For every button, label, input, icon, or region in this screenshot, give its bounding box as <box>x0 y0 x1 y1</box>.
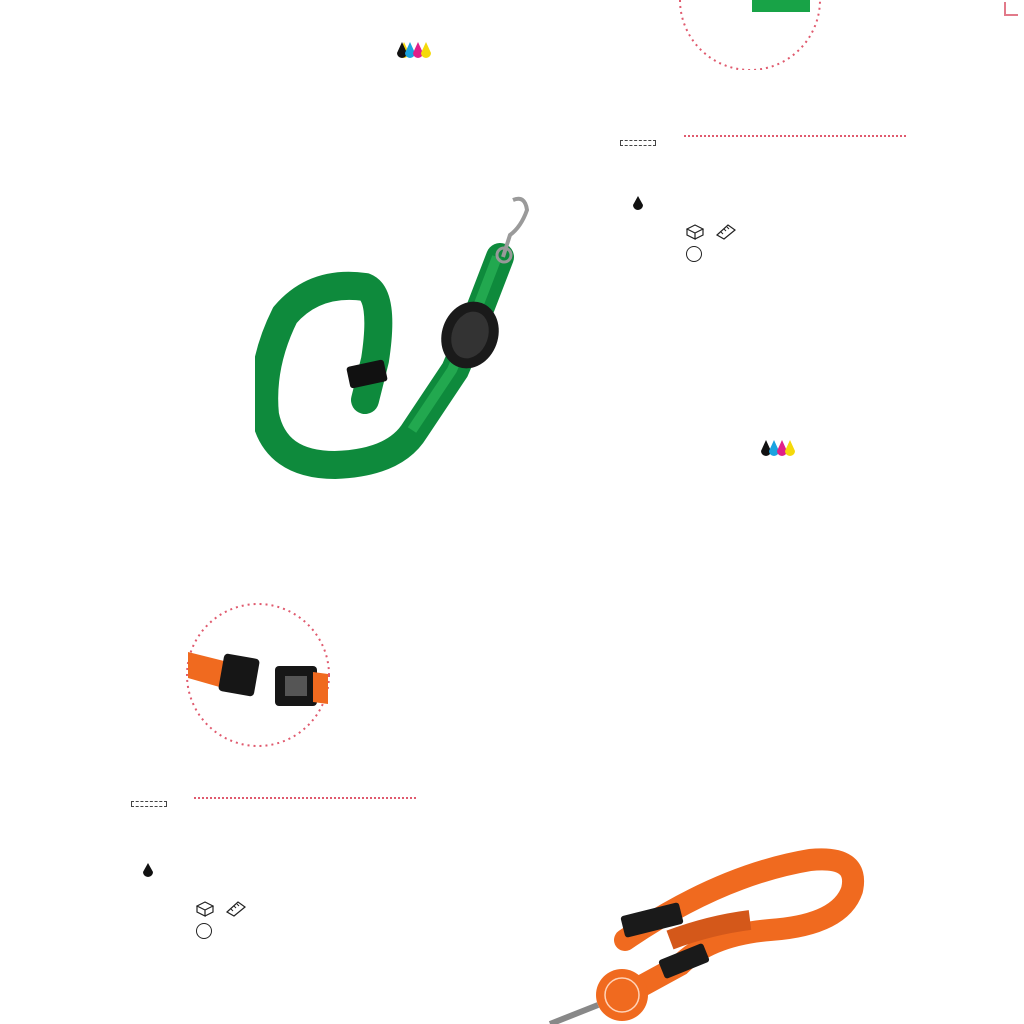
material-row <box>686 246 708 262</box>
cmyk-drops-icon-2 <box>760 438 800 462</box>
divider <box>684 135 906 137</box>
ink-drop-icon-2 <box>140 862 156 880</box>
ink-drop-icon <box>630 195 646 213</box>
cmyk-drops-icon <box>396 40 436 64</box>
bottom-lanyards-image <box>500 490 900 800</box>
orange-lanyard-image <box>510 845 870 1024</box>
ruler-icon <box>716 224 736 240</box>
green-lanyard-image <box>255 195 545 480</box>
logo-area-icon-2 <box>131 801 167 807</box>
box-icon <box>196 901 214 917</box>
material-icon-2 <box>196 923 212 939</box>
ruler-icon <box>226 901 246 917</box>
packaging-row <box>686 224 742 240</box>
detail-circle-top <box>670 0 830 70</box>
packaging-row-2 <box>196 901 252 917</box>
corner-marker <box>1004 2 1006 16</box>
material-icon <box>686 246 702 262</box>
material-row-2 <box>196 923 218 939</box>
box-icon <box>686 224 704 240</box>
divider-2 <box>194 797 416 799</box>
logo-area-icon <box>620 140 656 146</box>
detail-circle-buckle <box>183 600 333 750</box>
